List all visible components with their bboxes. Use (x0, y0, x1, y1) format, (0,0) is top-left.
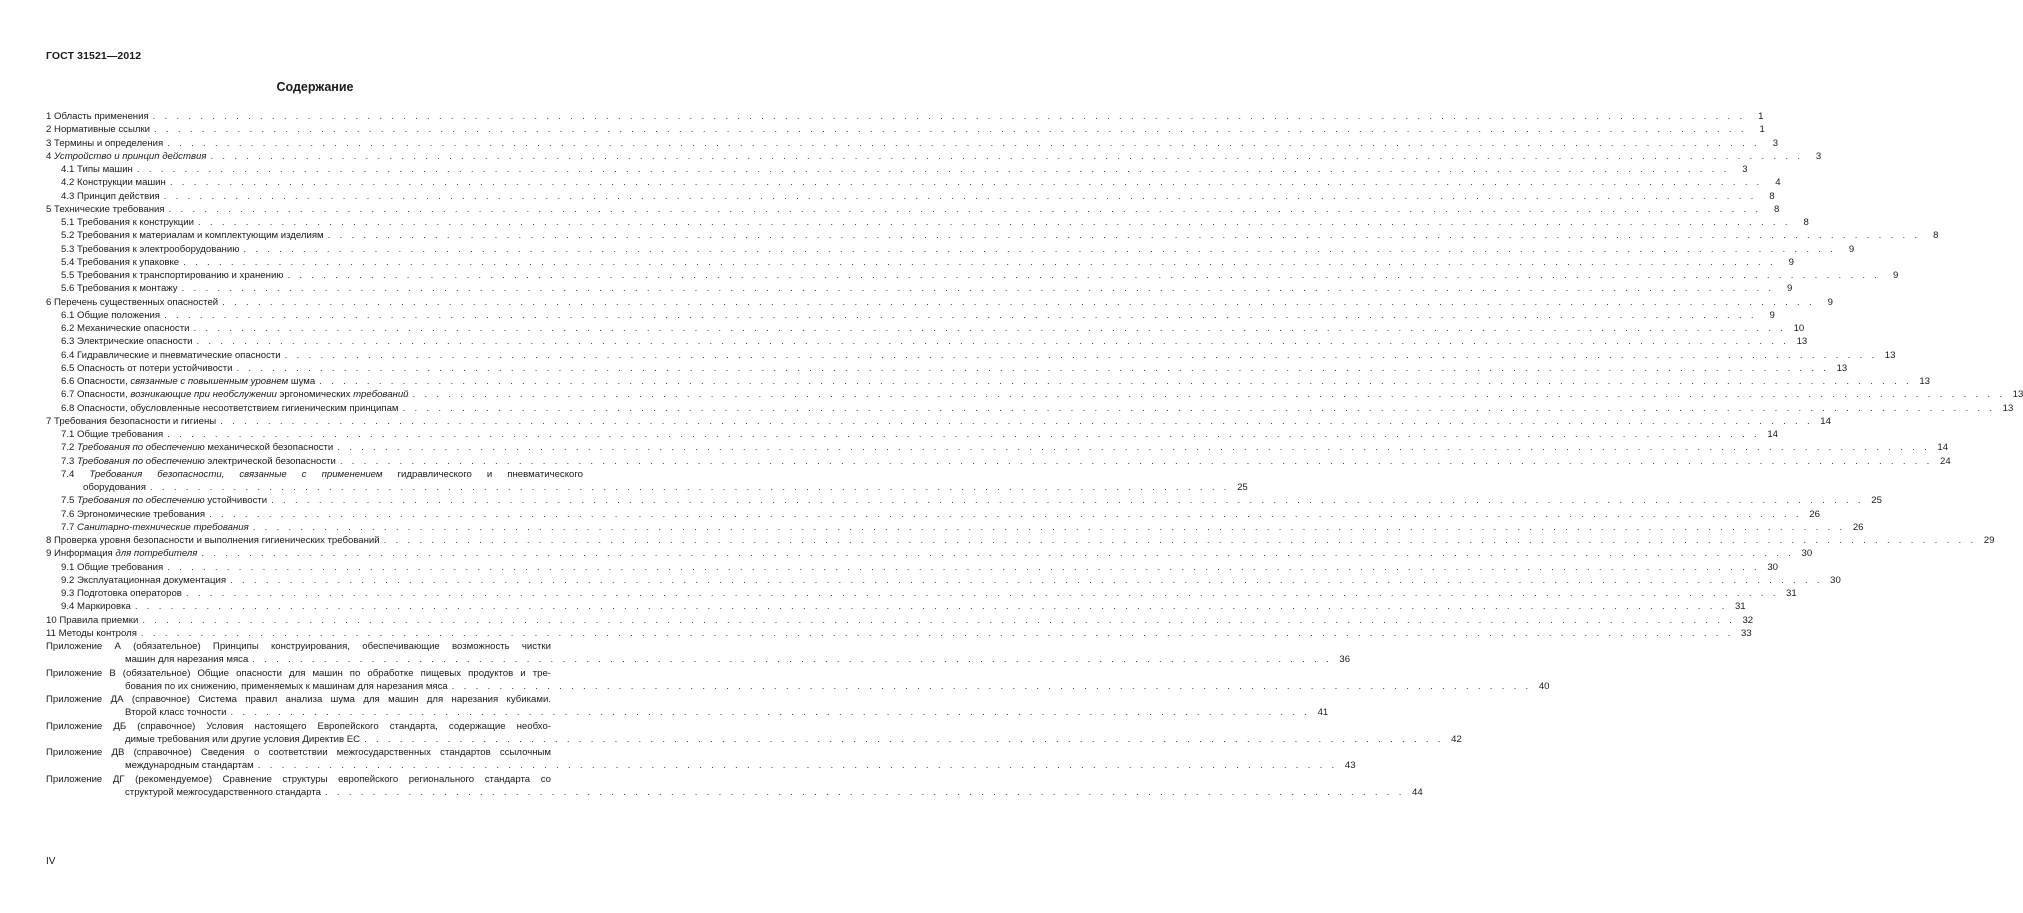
toc-entry[interactable]: 4 Устройство и принцип действия . . . 3 (46, 150, 583, 163)
toc-entry[interactable]: 6.2 Механические опасности . . . 10 (46, 322, 583, 335)
toc-entry[interactable]: 6.1 Общие положения . . . 9 (46, 309, 583, 322)
toc-entry[interactable]: 5.1 Требования к конструкции . . . 8 (46, 216, 583, 229)
toc-entry[interactable]: 7.2 Требования по обеспечению механической безопасности . . . 14 (46, 441, 583, 454)
toc-entry[interactable]: 6.7 Опасности, возникающие при необслужении эргономических требований . . . 13 (46, 388, 583, 401)
toc-entry[interactable]: 5.6 Требования к монтажу . . . 9 (46, 282, 583, 295)
toc-entry[interactable]: 6 Перечень существенных опасностей . . . 9 (46, 296, 583, 309)
toc-entry[interactable]: 4.2 Конструкции машин . . . 4 (46, 176, 583, 189)
toc-entry[interactable]: 5.2 Требования к материалам и комплектующим изделиям . . . 8 (46, 229, 583, 242)
toc-appendix[interactable]: Приложение ДГ (рекомендуемое) Сравнение структуры европейского регионального стандарта со структурой межгосударственного стандарта . . . 44 (46, 773, 583, 800)
toc-entry[interactable]: 9.3 Подготовка операторов . . . 31 (46, 587, 583, 600)
toc-entry[interactable]: 6.5 Опасность от потери устойчивости . . . 13 (46, 362, 583, 375)
toc-appendix[interactable]: Приложение ДБ (справочное) Условия настоящего Европейского стандарта, содержащие необхо- димые требования или другие условия Директив ЕС . . . 42 (46, 720, 583, 747)
toc-appendix[interactable]: Приложение ДВ (справочное) Сведения о соответствии межгосударственных стандартов ссылочным международным стандартам . . . 43 (46, 746, 583, 773)
toc-entry[interactable]: 4.1 Типы машин . . . 3 (46, 163, 583, 176)
toc-entry[interactable]: 5 Технические требования . . . 8 (46, 203, 583, 216)
toc-entry[interactable]: 6.6 Опасности, связанные с повышенным уровнем шума . . . 13 (46, 375, 583, 388)
toc-entry[interactable]: 7.4 Требования безопасности, связанные с применением гидравлического и пневматического оборудования . . . 25 (46, 468, 583, 495)
toc-entry[interactable]: 5.3 Требования к электрооборудованию . . . 9 (46, 243, 583, 256)
toc-entry[interactable]: 9.4 Маркировка . . . 31 (46, 600, 583, 613)
table-of-contents (46, 110, 2023, 799)
toc-entry[interactable]: 4.3 Принцип действия . . . 8 (46, 190, 583, 203)
toc-entry[interactable]: 1 Область применения . . . 1 (46, 110, 583, 123)
toc-entry[interactable]: 9.1 Общие требования . . . 30 (46, 561, 583, 574)
toc-entry[interactable]: 7.5 Требования по обеспечению устойчивости . . . 25 (46, 494, 583, 507)
toc-entry[interactable]: 9 Информация для потребителя . . . 30 (46, 547, 583, 560)
toc-entry[interactable]: 5.5 Требования к транспортированию и хранению . . . 9 (46, 269, 583, 282)
toc-entry[interactable]: 6.4 Гидравлические и пневматические опасности . . . 13 (46, 349, 583, 362)
page-title: Содержание (276, 80, 354, 94)
toc-entry[interactable]: 8 Проверка уровня безопасности и выполнения гигиенических требований . . . 29 (46, 534, 583, 547)
page-number: IV (46, 856, 56, 867)
toc-entry[interactable]: 7.6 Эргономические требования . . . 26 (46, 508, 583, 521)
toc-entry[interactable]: 3 Термины и определения . . . 3 (46, 137, 583, 150)
toc-entry[interactable]: 11 Методы контроля . . . 33 (46, 627, 583, 640)
toc-entry[interactable]: 5.4 Требования к упаковке . . . 9 (46, 256, 583, 269)
toc-entry[interactable]: 7.1 Общие требования . . . 14 (46, 428, 583, 441)
toc-entry[interactable]: 7.7 Санитарно-технические требования . . . 26 (46, 521, 583, 534)
toc-entry[interactable]: 2 Нормативные ссылки . . . 1 (46, 123, 583, 136)
toc-entry[interactable]: 7.3 Требования по обеспечению электрической безопасности . . . 24 (46, 455, 583, 468)
document-header: ГОСТ 31521—2012 (46, 50, 142, 62)
toc-appendix[interactable]: Приложение А (обязательное) Принципы конструирования, обеспечивающие возможность чистки машин для нарезания мяса . . . 36 (46, 640, 583, 667)
toc-appendix[interactable]: Приложение В (обязательное) Общие опасности для машин по обработке пищевых продуктов и тре- бования по их снижению, применяемых к машинам для нарезания мяса . . . 40 (46, 667, 583, 694)
toc-entry[interactable]: 7 Требования безопасности и гигиены . . . 14 (46, 415, 583, 428)
toc-entry[interactable]: 9.2 Эксплуатационная документация . . . 30 (46, 574, 583, 587)
toc-appendix[interactable]: Приложение ДА (справочное) Система правил анализа шума для машин для нарезания кубиками. Второй класс точности . . . 41 (46, 693, 583, 720)
toc-entry[interactable]: 6.8 Опасности, обусловленные несоответствием гигиеническим принципам . . . 13 (46, 402, 583, 415)
toc-entry[interactable]: 6.3 Электрические опасности . . . 13 (46, 335, 583, 348)
toc-entry[interactable]: 10 Правила приемки . . . 32 (46, 614, 583, 627)
